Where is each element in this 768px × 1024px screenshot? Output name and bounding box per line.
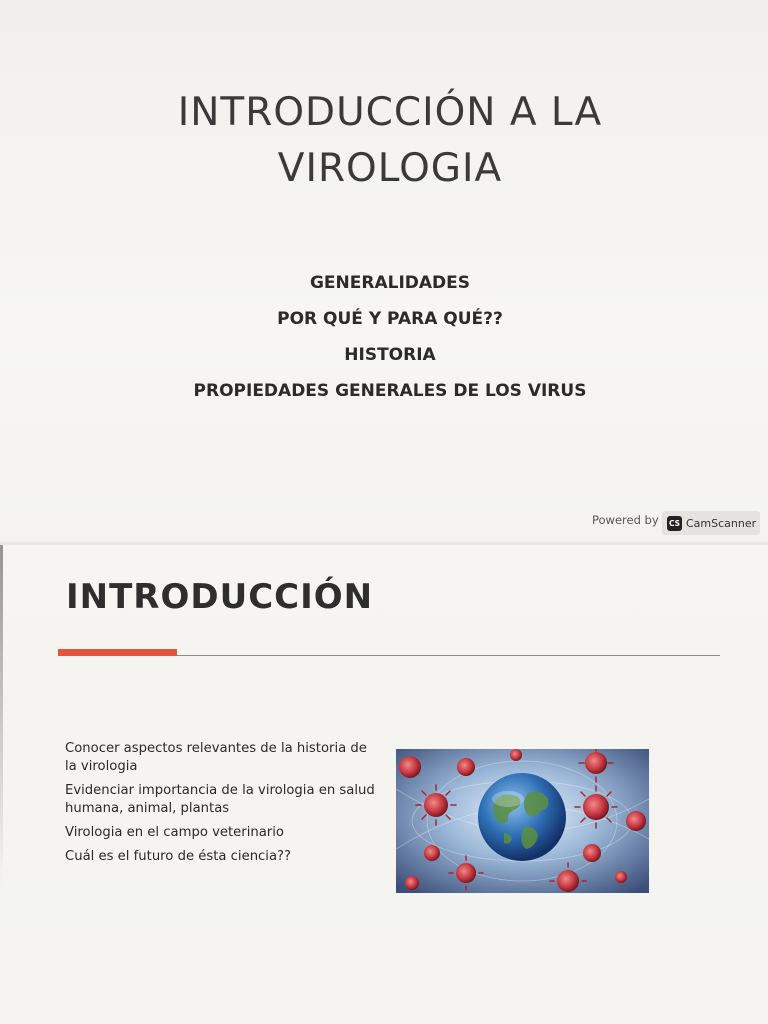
section-title: INTRODUCCIÓN: [66, 577, 374, 617]
camscanner-badge: [662, 511, 760, 535]
topic-list: [100, 265, 680, 409]
powered-by-text: Powered by: [592, 513, 659, 527]
topic-item: HISTORIA: [344, 345, 436, 365]
topic-item: POR QUÉ Y PARA QUÉ??: [277, 309, 503, 329]
objective-item: Virologia en el campo veterinario: [65, 825, 284, 840]
objective-list: [65, 740, 375, 872]
camscanner-name: CamScanner: [686, 516, 757, 530]
main-title-line-1: INTRODUCCIÓN A LA: [177, 90, 603, 135]
main-title: [100, 85, 680, 197]
globe-virus-image: [396, 749, 649, 893]
scan-edge-shadow: [0, 545, 3, 885]
camscanner-logo-icon: CS: [667, 516, 682, 531]
topic-item: GENERALIDADES: [309, 273, 471, 293]
objective-item: Conocer aspectos relevantes de la historia de la virologia: [65, 741, 367, 774]
title-accent-bar: [58, 649, 177, 656]
topic-item: PROPIEDADES GENERALES DE LOS VIRUS: [193, 381, 587, 401]
objective-item: Cuál es el futuro de ésta ciencia??: [65, 849, 292, 864]
globe-virus-icon: [396, 749, 649, 893]
main-title-line-2: VIROLOGIA: [277, 146, 503, 191]
objective-item: Evidenciar importancia de la virologia en salud humana, animal, plantas: [65, 783, 375, 816]
